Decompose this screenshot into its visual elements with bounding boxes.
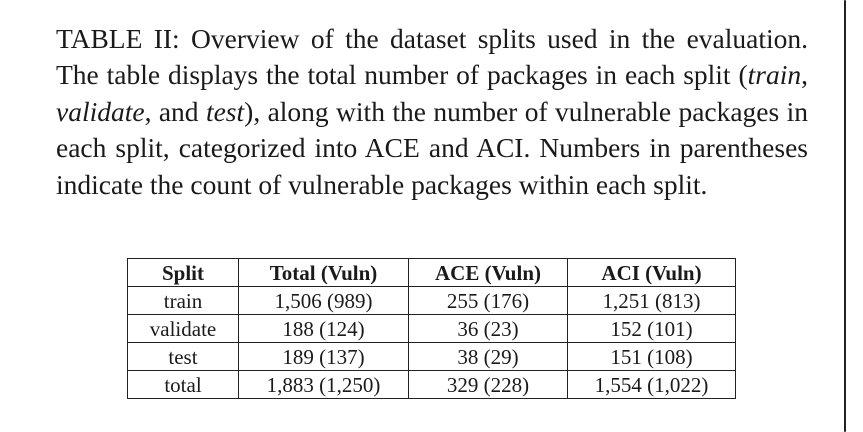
cell-split: train bbox=[128, 287, 239, 315]
cell-total: 188 (124) bbox=[239, 315, 409, 343]
header-split: Split bbox=[128, 259, 239, 287]
header-ace-vuln: ACE (Vuln) bbox=[409, 259, 568, 287]
cell-ace: 329 (228) bbox=[409, 371, 568, 399]
caption-split-train: train bbox=[747, 59, 802, 91]
cell-total: 1,883 (1,250) bbox=[239, 371, 409, 399]
table-header-row bbox=[128, 259, 736, 287]
dataset-splits-table bbox=[127, 258, 736, 399]
caption-split-validate: validate bbox=[56, 95, 145, 127]
cell-aci: 1,554 (1,022) bbox=[568, 371, 736, 399]
table-caption bbox=[56, 21, 808, 203]
header-total-vuln: Total (Vuln) bbox=[239, 259, 409, 287]
caption-suffix: ), along with the number of vulnerable packages in each split, categorized into ACE and ACI. Numbers in parentheses indicate the count of vulnerable packages within each split. bbox=[56, 95, 808, 200]
cell-split: total bbox=[128, 371, 239, 399]
table-row-train bbox=[128, 287, 736, 315]
cell-split: test bbox=[128, 343, 239, 371]
cell-aci: 1,251 (813) bbox=[568, 287, 736, 315]
table-row-test bbox=[128, 343, 736, 371]
cell-total: 1,506 (989) bbox=[239, 287, 409, 315]
header-aci-vuln: ACI (Vuln) bbox=[568, 259, 736, 287]
cell-ace: 36 (23) bbox=[409, 315, 568, 343]
caption-prefix: TABLE II: Overview of the dataset splits used in the evaluation. The table displays the total number of packages in each split ( bbox=[56, 23, 808, 91]
caption-sep-1: , bbox=[801, 59, 808, 91]
table-row-total bbox=[128, 371, 736, 399]
cell-aci: 152 (101) bbox=[568, 315, 736, 343]
caption-sep-2: , and bbox=[144, 95, 206, 127]
page-edge-rule bbox=[844, 0, 846, 432]
cell-split: validate bbox=[128, 315, 239, 343]
cell-ace: 255 (176) bbox=[409, 287, 568, 315]
cell-ace: 38 (29) bbox=[409, 343, 568, 371]
cell-total: 189 (137) bbox=[239, 343, 409, 371]
table-row-validate bbox=[128, 315, 736, 343]
cell-aci: 151 (108) bbox=[568, 343, 736, 371]
caption-split-test: test bbox=[205, 95, 245, 127]
